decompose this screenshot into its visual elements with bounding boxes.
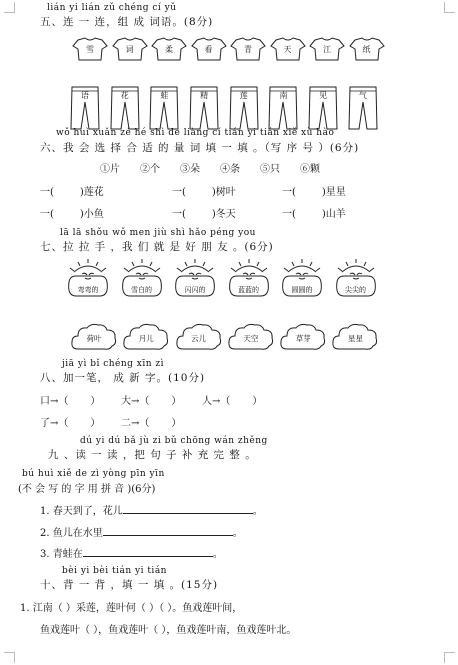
item-prompt: 春天到了，花儿 [52, 506, 123, 517]
s9-note: (不 会 写 的 字 用 拼 音 )(6分) [18, 484, 156, 495]
s10-line2[interactable]: 鱼戏莲叶（ ），鱼戏莲叶（ ），鱼戏莲叶南，鱼戏莲叶北。 [40, 625, 297, 636]
char-prompt: 了→（ [40, 418, 69, 429]
pants-label: 气 [358, 91, 367, 100]
s6-row1-item3[interactable] [282, 183, 346, 198]
item-number: 3. [40, 549, 50, 560]
shirt-card[interactable] [349, 37, 385, 61]
s6-options [100, 160, 320, 175]
s6-row2-item2[interactable] [172, 205, 236, 220]
s6-row1-item2[interactable] [172, 183, 236, 198]
s6-title: 六、我 会 选 择 合 适 的 量 词 填 一 填 。（写 序 号 ）(6分) [40, 142, 360, 154]
option-item: ②个 [140, 164, 160, 175]
pants-card[interactable] [70, 85, 100, 131]
pants-label: 精 [200, 91, 209, 100]
paren-close: ） [90, 396, 101, 407]
s6-pinyin: wǒ huì xuǎn zé hé shì de liàng cí tián yi tián xiě xù hào [56, 128, 335, 138]
pants-card[interactable] [110, 85, 140, 131]
s8-row2-item2[interactable] [121, 414, 181, 429]
cloud-label: 云儿 [191, 334, 207, 343]
s9-pinyin: dú yi dú bǎ jù zi bǔ chōng wán zhěng [80, 436, 268, 446]
sun-label: 蓝蓝的 [238, 286, 259, 294]
s8-pinyin: jiā yì bǐ chéng xīn zì [62, 359, 165, 369]
s7-title: 七、拉 拉 手 ，我 们 就 是 好 朋 友 。(6分) [40, 241, 274, 253]
paren-open: 一( [282, 209, 296, 220]
s10-pinyin: bèi yi bèi tián yi tián [62, 566, 167, 576]
paren-open: 一( [282, 187, 296, 198]
pants-label: 语 [81, 91, 89, 100]
s5-pants-row [70, 85, 388, 131]
item-end: 。 [212, 549, 223, 560]
s8-row2-item1[interactable] [40, 414, 100, 429]
shirt-label: 江 [323, 45, 331, 54]
shirt-label: 纸 [362, 45, 371, 54]
paren-close: ） [171, 396, 182, 407]
answer-line[interactable] [83, 545, 213, 557]
measure-noun: )山羊 [321, 209, 346, 220]
s8-title: 八、加一笔， 成 新 字。(10分) [40, 372, 206, 384]
cloud-card[interactable] [227, 322, 275, 352]
char-prompt: 大→（ [121, 396, 150, 407]
pants-label: 南 [279, 91, 288, 100]
paren-close: ） [171, 418, 182, 429]
paren-open: 一( [40, 209, 54, 220]
shirt-label: 柔 [165, 45, 173, 54]
sun-card[interactable] [334, 258, 378, 300]
s9-item2 [40, 524, 243, 539]
pants-label: 蛙 [160, 91, 169, 100]
shirt-label: 天 [283, 45, 292, 54]
cloud-card[interactable] [175, 322, 223, 352]
s8-row1-item3[interactable] [202, 392, 262, 407]
sun-card[interactable] [280, 258, 324, 300]
s5-shirt-row [72, 37, 388, 61]
sun-label: 闪闪的 [184, 286, 206, 294]
s5-pinyin: lián yi lián zǔ chéng cí yǔ [47, 3, 177, 13]
option-item: ③朵 [180, 164, 200, 175]
measure-noun: )树叶 [211, 187, 236, 198]
s9-title: 九 、读 一 读 ，把 句 子 补 充 完 整 。 [48, 449, 257, 461]
s10-title: 十、背 一 背 ，填 一 填 。(15分) [40, 579, 219, 591]
char-prompt: 口→（ [40, 396, 69, 407]
corner-mark-bottom-left [4, 652, 15, 663]
char-prompt: 人→（ [202, 396, 231, 407]
s5-title: 五、连 一 连，组 成 词语。(8分) [40, 16, 214, 28]
item-number: 2. [40, 528, 50, 539]
answer-line[interactable] [103, 524, 233, 536]
cloud-label: 荷叶 [86, 334, 102, 343]
shirt-card[interactable] [72, 37, 108, 61]
pants-card[interactable] [268, 85, 298, 131]
measure-noun: )星星 [321, 187, 346, 198]
item-end: 。 [252, 506, 263, 517]
option-item: ⑤只 [260, 164, 280, 175]
cloud-card[interactable] [70, 322, 118, 352]
shirt-card[interactable] [270, 37, 306, 61]
char-prompt: 二→（ [121, 418, 150, 429]
measure-noun: )冬天 [211, 209, 236, 220]
cloud-label: 草芽 [295, 334, 311, 343]
sun-label: 雪白的 [131, 286, 152, 294]
s8-row1-item1[interactable] [40, 392, 100, 407]
item-prompt: 鱼儿在水里 [52, 528, 103, 539]
s6-row2-item1[interactable] [40, 205, 104, 220]
shirt-label: 看 [204, 45, 213, 54]
cloud-card[interactable] [331, 322, 379, 352]
shirt-label: 词 [125, 45, 134, 54]
s7-sun-row [66, 258, 387, 300]
sun-card[interactable] [227, 258, 271, 300]
shirt-card[interactable] [309, 37, 345, 61]
sun-label: 弯弯的 [77, 286, 99, 294]
paren-close: ） [252, 396, 263, 407]
pants-card[interactable] [348, 85, 378, 131]
corner-mark-bottom-right [444, 652, 455, 663]
shirt-card[interactable] [151, 37, 187, 61]
option-item: ④条 [220, 164, 240, 175]
sun-card[interactable] [120, 258, 164, 300]
paren-open: 一( [172, 209, 186, 220]
s7-cloud-row [70, 322, 384, 352]
shirt-card[interactable] [112, 37, 148, 61]
corner-mark-top-left [4, 2, 15, 13]
pants-card[interactable] [149, 85, 179, 131]
shirt-label: 雪 [86, 45, 94, 54]
option-item: ⑥颗 [300, 164, 320, 175]
pants-label: 见 [319, 91, 328, 100]
s9-item3 [40, 545, 223, 560]
s10-line1[interactable]: 1. 江南（ ）采莲，莲叶何（ ）（ ）。鱼戏莲叶间， [20, 603, 243, 614]
pants-card[interactable] [229, 85, 259, 131]
measure-noun: )莲花 [79, 187, 104, 198]
cloud-card[interactable] [122, 322, 170, 352]
shirt-card[interactable] [191, 37, 227, 61]
s7-pinyin: lā lā shǒu wǒ men jiù shì hǎo péng you [60, 228, 256, 238]
sun-card[interactable] [173, 258, 217, 300]
s8-row1-item2[interactable] [121, 392, 181, 407]
option-item: ①片 [100, 164, 120, 175]
cloud-label: 星星 [347, 334, 363, 343]
measure-noun: )小鱼 [79, 209, 104, 220]
sun-card[interactable] [66, 258, 110, 300]
paren-open: 一( [40, 187, 54, 198]
sun-label: 圆圆的 [291, 286, 313, 294]
cloud-card[interactable] [279, 322, 327, 352]
s6-row2-item3[interactable] [282, 205, 346, 220]
pants-label: 花 [120, 91, 129, 100]
s9-item1 [40, 502, 263, 517]
corner-mark-top-right [444, 2, 455, 13]
cloud-label: 天空 [243, 334, 259, 343]
cloud-label: 月儿 [138, 334, 154, 343]
item-number: 1. [40, 506, 50, 517]
answer-line[interactable] [123, 502, 253, 514]
paren-close: ） [90, 418, 101, 429]
sun-label: 尖尖的 [345, 286, 366, 294]
item-end: 。 [232, 528, 243, 539]
pants-card[interactable] [308, 85, 338, 131]
s6-row1-item1[interactable] [40, 183, 104, 198]
item-prompt: 青蛙在 [52, 549, 83, 560]
pants-label: 莲 [239, 91, 248, 100]
shirt-label: 青 [244, 45, 252, 54]
shirt-card[interactable] [230, 37, 266, 61]
pants-card[interactable] [189, 85, 219, 131]
s9-note-pinyin: bú huì xiě de zì yòng pīn yīn [22, 469, 165, 479]
paren-open: 一( [172, 187, 186, 198]
